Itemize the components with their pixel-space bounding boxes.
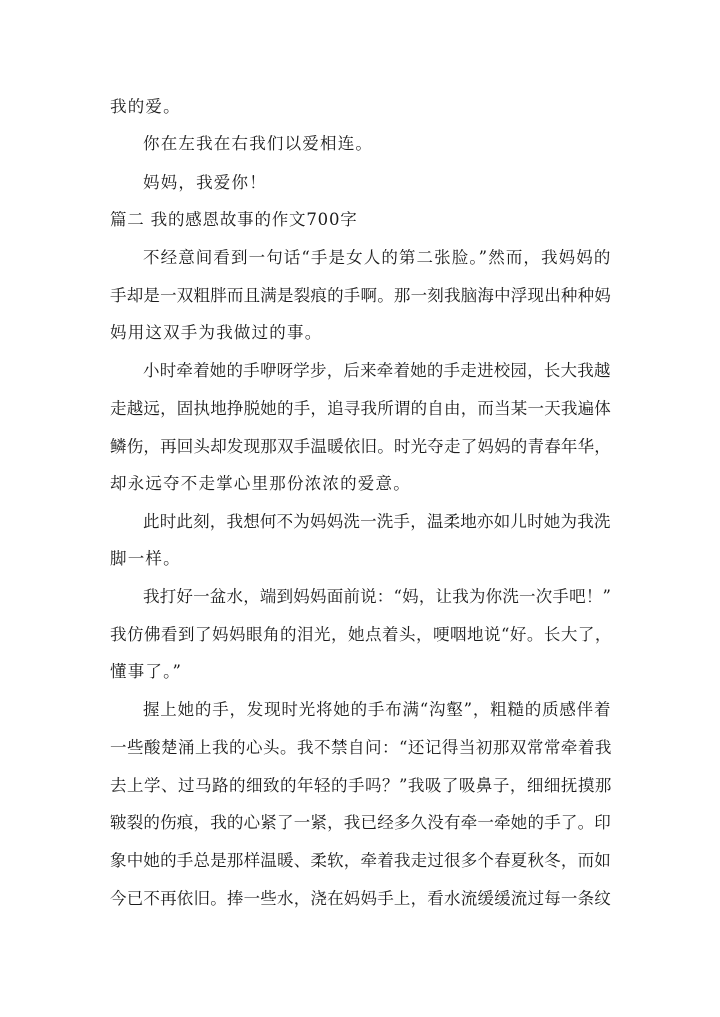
text-line: 我打好一盆水，端到妈妈面前说：“妈，让我为你洗一次手吧！” <box>143 587 612 606</box>
text-line: 此时此刻，我想何不为妈妈洗一洗手，温柔地亦如儿时她为我洗 <box>143 512 611 531</box>
text-line: 今已不再依旧。捧一些水，浇在妈妈手上，看水流缓缓流过每一条纹 <box>110 889 611 908</box>
text-line: 握上她的手，发现时光将她的手布满“沟壑”，粗糙的质感伴着 <box>143 700 612 719</box>
text-line: 我仿佛看到了妈妈眼角的泪光，她点着头，哽咽地说“好。长大了， <box>110 625 612 644</box>
text-line: 懂事了。” <box>110 662 183 681</box>
text-line: 你在左我在右我们以爱相连。 <box>143 134 374 153</box>
text-line: 妈妈，我爱你！ <box>143 173 267 192</box>
text-line: 去上学、过马路的细致的年轻的手吗？”我吸了吸鼻子，细细抚摸那 <box>110 776 612 795</box>
text-line: 手却是一双粗胖而且满是裂痕的手啊。那一刻我脑海中浮现出种种妈 <box>110 286 611 305</box>
text-line: 一些酸楚涌上我的心头。我不禁自问：“还记得当初那双常常牵着我 <box>110 738 612 757</box>
text-line: 我的爱。 <box>110 97 181 116</box>
text-line: 小时牵着她的手咿呀学步，后来牵着她的手走进校园，长大我越 <box>143 361 611 380</box>
section-heading: 篇二 我的感恩故事的作文700字 <box>110 210 358 229</box>
text-line: 鳞伤，再回头却发现那双手温暖依旧。时光夺走了妈妈的青春年华， <box>110 437 611 456</box>
text-line: 象中她的手总是那样温暖、柔软，牵着我走过很多个春夏秋冬，而如 <box>110 851 611 870</box>
text-line: 走越远，固执地挣脱她的手，追寻我所谓的自由，而当某一天我遍体 <box>110 399 611 418</box>
text-line: 脚一样。 <box>110 549 181 568</box>
text-line: 不经意间看到一句话“手是女人的第二张脸。”然而，我妈妈的 <box>143 248 612 267</box>
text-line: 妈用这双手为我做过的事。 <box>110 323 323 342</box>
text-line: 皲裂的伤痕，我的心紧了一紧，我已经多久没有牵一牵她的手了。印 <box>110 813 611 832</box>
text-line: 却永远夺不走掌心里那份浓浓的爱意。 <box>110 474 411 493</box>
